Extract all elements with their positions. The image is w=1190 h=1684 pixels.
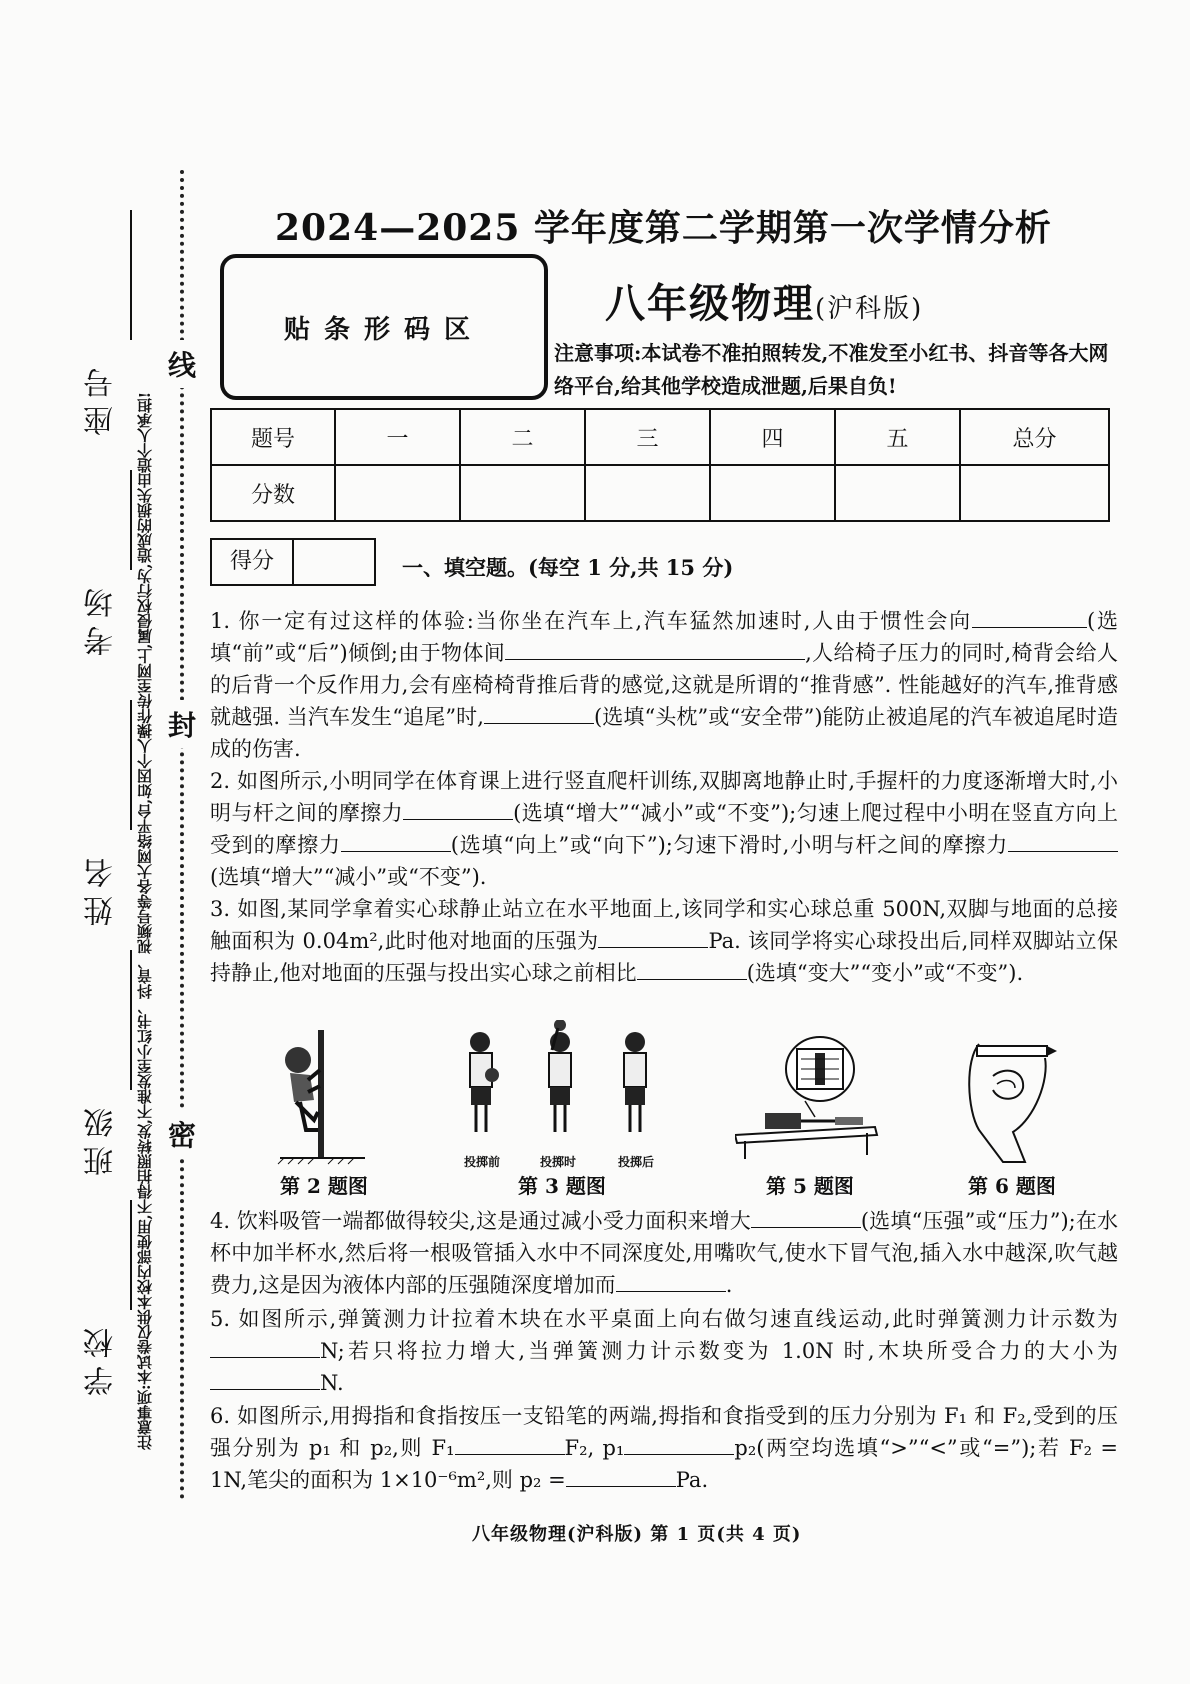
score-header-cell: 总分 [960,409,1109,465]
barcode-area-label: 贴条形码区 [283,314,484,345]
score-cell[interactable] [585,465,710,521]
field-name: 姓名 [84,850,119,926]
fig3-caption: 第 3 题图 [518,1174,606,1198]
fig3-figure-after [624,1032,646,1132]
answer-blank[interactable] [484,701,594,724]
page-footer: 八年级物理(沪科版) 第 1 页(共 4 页) [472,1524,802,1545]
answer-blank[interactable] [455,1432,565,1455]
answer-blank[interactable] [403,797,513,820]
answer-blank[interactable] [972,605,1087,628]
fig3-figure-during [549,1020,571,1132]
barcode-area [220,254,548,400]
binding-mark-mi: 密 [168,1110,196,1158]
field-underline [130,210,132,340]
field-class: 班级 [84,1100,119,1176]
field-underline [130,950,132,1090]
answer-blank[interactable] [341,829,451,852]
side-notice: 注意事项:本试卷仅供本校内部使用,不得拍照转发,不准发至小红书、抖音、视频号等各大网络平台,如因个人操作传至网上,属侵权行为,造成的损失由造个人承担! [136,391,154,1450]
answer-blank[interactable] [210,1335,320,1358]
answer-blank[interactable] [751,1205,861,1228]
section-score-label: 得分 [212,540,294,584]
subject-name: 八年级物理 [605,280,815,327]
fig3-label-during: 投掷时 [540,1155,577,1169]
fig3-ball-throw [460,1020,660,1150]
score-header-cell: 题号 [211,409,335,465]
fig5-caption: 第 5 题图 [766,1174,854,1198]
subject-title [605,272,923,329]
section-score-box [210,538,376,586]
score-header-cell: 五 [835,409,960,465]
field-school: 学校 [84,1320,119,1396]
edition: (沪科版) [815,294,924,324]
score-header-cell: 二 [460,409,585,465]
score-table-score-row [211,465,1109,521]
fig6-caption: 第 6 题图 [968,1174,1056,1198]
fig3-figure-before [470,1032,499,1132]
section-score-cell[interactable] [294,540,374,584]
answer-blank[interactable] [1008,829,1118,852]
question-6: 6. 如图所示,用拇指和食指按压一支铅笔的两端,拇指和食指受到的压力分别为 F₁ 和 F₂,受到的压强分别为 p₁ 和 p₂,则 F₁ F₂, p₁ p₂(两空均选填“>”“<”或“=”);若 F₂ = 1N,笔尖的面积为 1×10⁻⁶m²,则 p₂ = Pa. [210,1404,1118,1492]
fig3-label-before: 投掷前 [464,1155,501,1169]
answer-blank[interactable] [598,925,708,948]
fig5-spring-scale [735,1035,885,1160]
field-exam-room: 考场 [84,580,119,656]
score-cell[interactable] [335,465,460,521]
score-cell[interactable] [835,465,960,521]
field-underline [130,470,132,570]
fig2-climbing-pole [270,1030,370,1165]
binding-mark-feng: 封 [168,700,196,748]
field-underline [130,1200,132,1310]
score-cell[interactable] [710,465,835,521]
answer-blank[interactable] [210,1367,320,1390]
fig6-pencil-fingers [965,1040,1075,1165]
question-5: 5. 如图所示,弹簧测力计拉着木块在水平桌面上向右做匀速直线运动,此时弹簧测力计示数为N;若只将拉力增大,当弹簧测力计示数变为 1.0N 时,木块所受合力的大小为N. [210,1307,1118,1395]
question-4: 4. 饮料吸管一端都做得较尖,这是通过减小受力面积来增大 (选填“压强”或“压力”);在水杯中加半杯水,然后将一根吸管插入水中不同深度处,用嘴吹气,使水下冒气泡,插入水中越深,吹气越费力,这是因为液体内部的压强随深度增加而 . [210,1205,1118,1301]
fig2-caption: 第 2 题图 [280,1174,368,1198]
answer-blank[interactable] [637,957,747,980]
fig3-label-after: 投掷后 [618,1155,655,1169]
answer-blank[interactable] [566,1464,676,1487]
score-header-cell: 四 [710,409,835,465]
question-3: 3. 如图,某同学拿着实心球静止站立在水平地面上,该同学和实心球总重 500N,双脚与地面的总接触面积为 0.04m²,此时他对地面的压强为 Pa. 该同学将实心球投出后,同样双脚站立保持静止,他对地面的压强与投出实心球之前相比 (选填“变大”“变小”或“不变”). [210,897,1118,985]
field-underline [130,700,132,830]
score-table [210,408,1110,522]
score-header-cell: 一 [335,409,460,465]
field-seat-number: 座号 [84,360,119,436]
answer-blank[interactable] [505,637,805,660]
score-header-cell: 三 [585,409,710,465]
section1-title: 一、填空题。(每空 1 分,共 15 分) [402,555,734,580]
question-1: 1. 你一定有过这样的体验:当你坐在汽车上,汽车猛然加速时,人由于惯性会向 (选填“前”或“后”)倾倒;由于物体间 ,人给椅子压力的同时,椅背会给人的后背一个反作用力,会有座椅椅背推后背的感觉,这就是所谓的“推背感”. 性能越好的汽车,推背感就越强. 当汽车发生“追尾”时, (选填“头枕”或“安全带”)能防止被追尾的汽车被追尾时造成的伤害. [210,605,1118,765]
answer-blank[interactable] [624,1432,734,1455]
exam-title: 2024—2025 学年度第二学期第一次学情分析 [275,207,1052,249]
score-row-label: 分数 [211,465,335,521]
score-table-header-row [211,409,1109,465]
score-cell[interactable] [960,465,1109,521]
top-notice: 注意事项:本试卷不准拍照转发,不准发至小红书、抖音等各大网络平台,给其他学校造成泄题,后果自负! [554,341,1109,398]
answer-blank[interactable] [616,1269,726,1292]
score-cell[interactable] [460,465,585,521]
question-2: 2. 如图所示,小明同学在体育课上进行竖直爬杆训练,双脚离地静止时,手握杆的力度逐渐增大时,小明与杆之间的摩擦力 (选填“增大”“减小”或“不变”);匀速上爬过程中小明在竖直方向上受到的摩擦力 (选填“向上”或“向下”);匀速下滑时,小明与杆之间的摩擦力(选填“增大”“减小”或“不变”). [210,769,1119,889]
binding-mark-xian: 线 [168,340,196,388]
